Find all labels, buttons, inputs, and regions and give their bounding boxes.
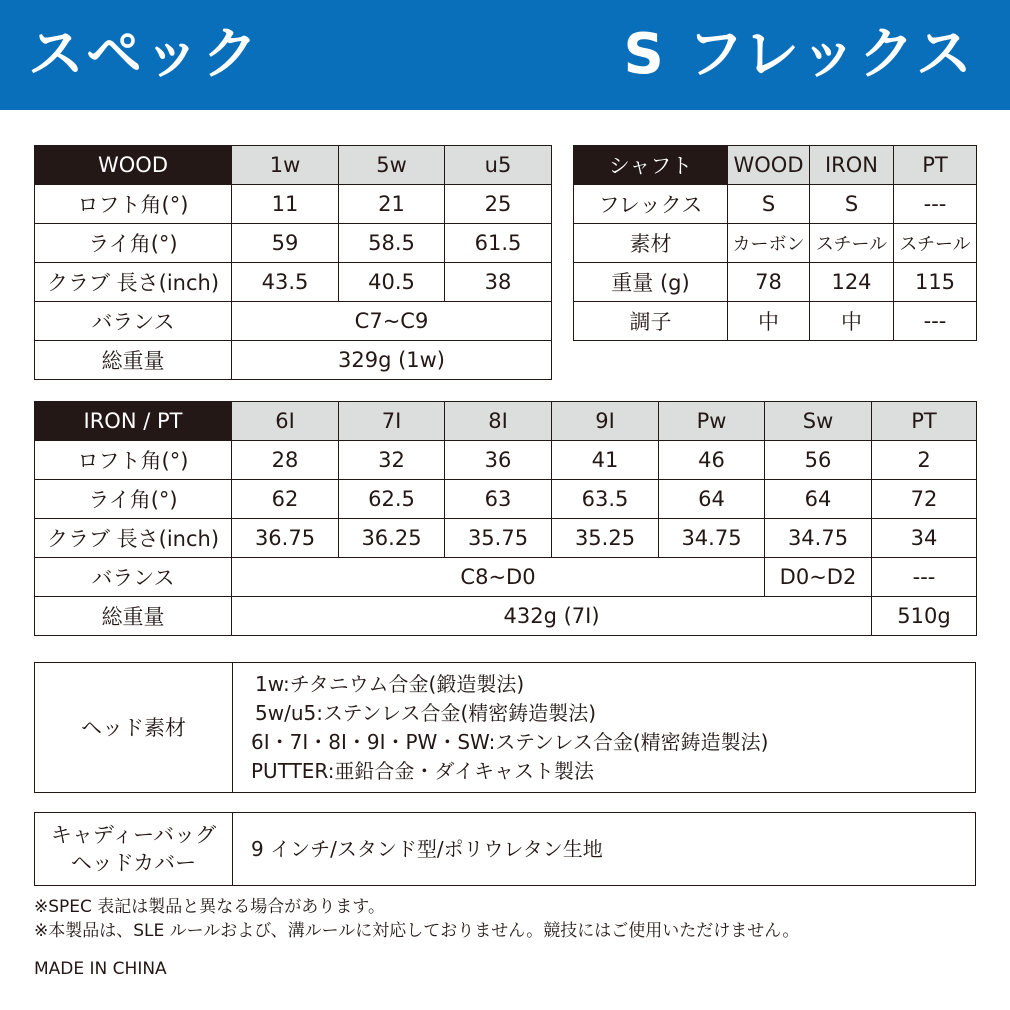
- table-header: 6I: [232, 402, 339, 441]
- row-label: クラブ 長さ(inch): [35, 519, 232, 558]
- row-label: クラブ 長さ(inch): [35, 263, 232, 302]
- row-label: 総重量: [35, 597, 232, 636]
- table-cell: スチール: [894, 224, 977, 263]
- table-row: [574, 224, 977, 263]
- headcover-label-line: ヘッドカバー: [70, 851, 197, 875]
- table-row: [574, 263, 977, 302]
- table-cell: 329g (1w): [232, 341, 552, 380]
- table-cell: 35.75: [445, 519, 552, 558]
- row-label: フレックス: [574, 185, 728, 224]
- table-cell: 56: [765, 441, 872, 480]
- table-cell: C7~C9: [232, 302, 552, 341]
- table-cell: スチール: [810, 224, 894, 263]
- table-row: [35, 341, 552, 380]
- table-cell: 36: [445, 441, 552, 480]
- table-cell: 64: [659, 480, 765, 519]
- table-header: PT: [894, 146, 977, 185]
- caddie-bag-label: [35, 813, 233, 885]
- table-row: [35, 185, 552, 224]
- table-row: [574, 302, 977, 341]
- table-header: 9I: [552, 402, 659, 441]
- rule-note: ※本製品は、SLE ルールおよび、溝ルールに対応しておりません。競技にはご使用いただけません。: [34, 921, 800, 941]
- table-cell: ---: [872, 558, 977, 597]
- table-header: WOOD: [35, 146, 232, 185]
- table-cell: 2: [872, 441, 977, 480]
- list-item: 6I・7I・8I・9I・PW・SW:ステンレス合金(精密鋳造製法): [251, 729, 769, 754]
- row-label: ライ角(°): [35, 224, 232, 263]
- spec-banner: [0, 0, 1010, 110]
- table-cell: 中: [728, 302, 810, 341]
- table-header: シャフト: [574, 146, 728, 185]
- table-cell: 11: [232, 185, 339, 224]
- wood-spec-table: [34, 145, 552, 380]
- table-header: 1w: [232, 146, 339, 185]
- table-cell: 63: [445, 480, 552, 519]
- table-cell: 34: [872, 519, 977, 558]
- table-header: IRON: [810, 146, 894, 185]
- origin-label: MADE IN CHINA: [34, 959, 167, 979]
- table-cell: 61.5: [445, 224, 552, 263]
- table-cell: 28: [232, 441, 339, 480]
- table-cell: 25: [445, 185, 552, 224]
- table-cell: カーボン: [728, 224, 810, 263]
- table-cell: 35.25: [552, 519, 659, 558]
- table-cell: 63.5: [552, 480, 659, 519]
- banner-flex: S フレックス: [623, 22, 974, 87]
- table-row: [35, 597, 977, 636]
- table-cell: 36.25: [339, 519, 445, 558]
- table-cell: 32: [339, 441, 445, 480]
- caddie-bag-value: 9 インチ/スタンド型/ポリウレタン生地: [251, 836, 603, 861]
- table-cell: 43.5: [232, 263, 339, 302]
- table-cell: 64: [765, 480, 872, 519]
- head-material-label: ヘッド素材: [35, 663, 233, 792]
- table-cell: 510g: [872, 597, 977, 636]
- table-cell: 115: [894, 263, 977, 302]
- spec-note: ※SPEC 表記は製品と異なる場合があります。: [34, 897, 385, 917]
- table-cell: 59: [232, 224, 339, 263]
- row-label: ライ角(°): [35, 480, 232, 519]
- table-cell: 78: [728, 263, 810, 302]
- table-cell: 432g (7I): [232, 597, 872, 636]
- table-row: [35, 558, 977, 597]
- banner-title: スペック: [28, 22, 260, 87]
- caddie-bag-label-line: キャディーバッグ: [50, 823, 217, 847]
- row-label: 総重量: [35, 341, 232, 380]
- table-header: PT: [872, 402, 977, 441]
- row-label: バランス: [35, 558, 232, 597]
- table-cell: ---: [894, 185, 977, 224]
- list-item: 5w/u5:ステンレス合金(精密鋳造製法): [255, 700, 597, 725]
- table-cell: 58.5: [339, 224, 445, 263]
- list-item: 1w:チタニウム合金(鍛造製法): [255, 671, 525, 696]
- table-cell: 62: [232, 480, 339, 519]
- shaft-spec-table: [573, 145, 977, 341]
- table-row: [35, 519, 977, 558]
- table-cell: ---: [894, 302, 977, 341]
- table-cell: C8~D0: [232, 558, 765, 597]
- table-header: 8I: [445, 402, 552, 441]
- table-row: [574, 185, 977, 224]
- table-cell: 72: [872, 480, 977, 519]
- table-cell: 62.5: [339, 480, 445, 519]
- table-cell: 34.75: [659, 519, 765, 558]
- table-header: u5: [445, 146, 552, 185]
- row-label: 調子: [574, 302, 728, 341]
- head-material-list: [251, 663, 975, 792]
- list-item: PUTTER:亜鉛合金・ダイキャスト製法: [251, 758, 595, 783]
- table-header: IRON / PT: [35, 402, 232, 441]
- table-cell: 21: [339, 185, 445, 224]
- table-row: [35, 441, 977, 480]
- table-row: [35, 480, 977, 519]
- row-label: バランス: [35, 302, 232, 341]
- table-header: Sw: [765, 402, 872, 441]
- row-label: ロフト角(°): [35, 441, 232, 480]
- table-cell: D0~D2: [765, 558, 872, 597]
- table-row: [35, 263, 552, 302]
- table-cell: 46: [659, 441, 765, 480]
- table-header: Pw: [659, 402, 765, 441]
- table-cell: 中: [810, 302, 894, 341]
- table-cell: 34.75: [765, 519, 872, 558]
- table-row: [35, 224, 552, 263]
- table-cell: S: [728, 185, 810, 224]
- table-row: [35, 302, 552, 341]
- row-label: ロフト角(°): [35, 185, 232, 224]
- table-cell: 38: [445, 263, 552, 302]
- table-cell: 41: [552, 441, 659, 480]
- row-label: 重量 (g): [574, 263, 728, 302]
- table-cell: S: [810, 185, 894, 224]
- iron-spec-table: [34, 401, 977, 636]
- table-header: 5w: [339, 146, 445, 185]
- table-cell: 36.75: [232, 519, 339, 558]
- table-cell: 124: [810, 263, 894, 302]
- table-header: WOOD: [728, 146, 810, 185]
- table-header: 7I: [339, 402, 445, 441]
- head-material-box: [34, 662, 976, 793]
- table-cell: 40.5: [339, 263, 445, 302]
- row-label: 素材: [574, 224, 728, 263]
- caddie-bag-box: [34, 812, 976, 886]
